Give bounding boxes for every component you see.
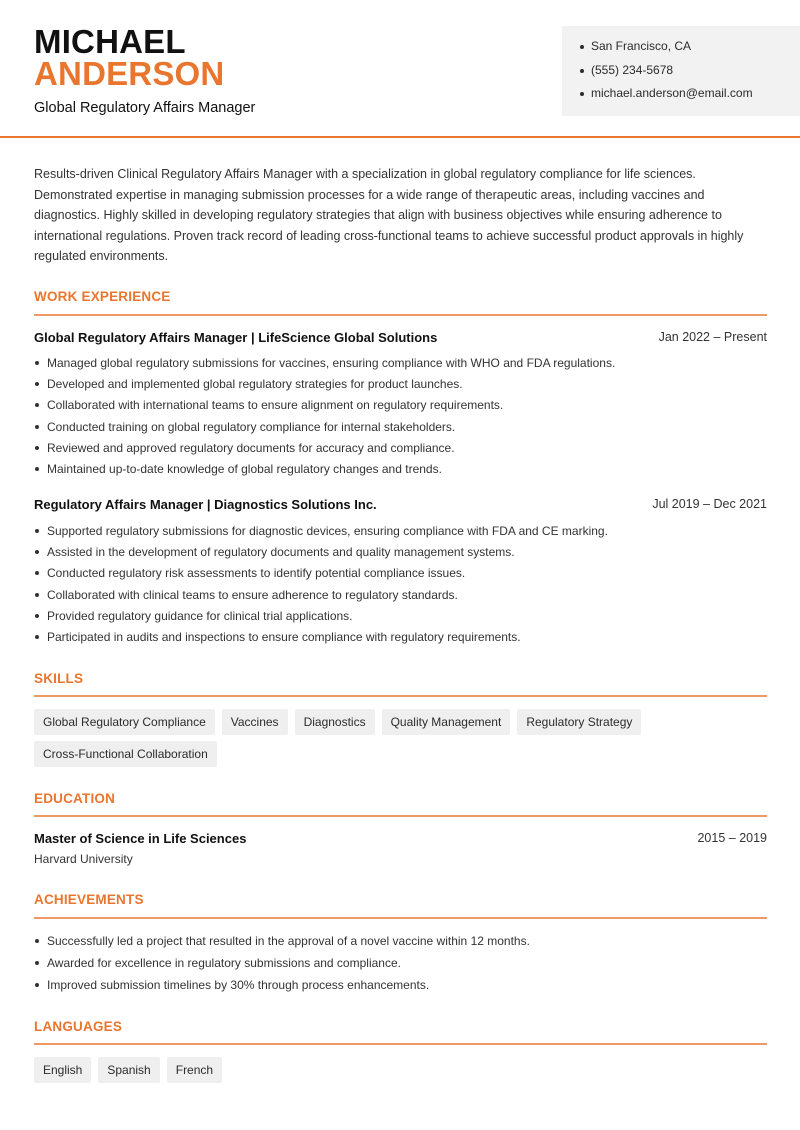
- section-title-work: WORK EXPERIENCE: [34, 289, 171, 304]
- skill-tag: Cross-Functional Collaboration: [34, 741, 217, 767]
- section-title-skills: SKILLS: [34, 671, 84, 686]
- first-name: MICHAEL: [34, 23, 186, 60]
- education-school: Harvard University: [34, 852, 133, 866]
- list-item: Collaborated with clinical teams to ensure adherence to regulatory standards.: [34, 587, 770, 608]
- contact-location: San Francisco, CA: [580, 38, 800, 62]
- list-item: Awarded for excellence in regulatory submissions and compliance.: [34, 955, 770, 977]
- list-item: Conducted training on global regulatory compliance for internal stakeholders.: [34, 419, 770, 440]
- job-date: Jul 2019 – Dec 2021: [652, 497, 767, 511]
- skill-tag: Regulatory Strategy: [517, 709, 641, 735]
- skill-tag: Global Regulatory Compliance: [34, 709, 215, 735]
- list-item: Improved submission timelines by 30% through process enhancements.: [34, 977, 770, 999]
- skill-tag: Quality Management: [382, 709, 511, 735]
- list-item: Provided regulatory guidance for clinical trial applications.: [34, 608, 770, 629]
- list-item: Reviewed and approved regulatory documents for accuracy and compliance.: [34, 440, 770, 461]
- job-bullets: [34, 355, 770, 482]
- achievement-bullets: [34, 933, 770, 999]
- education-date: 2015 – 2019: [697, 831, 767, 845]
- section-divider: [34, 314, 767, 316]
- list-item: Supported regulatory submissions for diagnostic devices, ensuring compliance with FDA and CE marking.: [34, 523, 770, 544]
- summary: Results-driven Clinical Regulatory Affairs Manager with a specialization in global regulatory compliance for life sciences. Demonstrated expertise in managing submission processes for a wide range of therapeutic areas, including vaccines and diagnostics. Highly skilled in developing regulatory strategies that align with business objectives while ensuring adherence to international regulations. Proven track record of leading cross-functional teams to achieve successful product approvals in highly regulated environments.: [34, 167, 744, 263]
- list-item: Managed global regulatory submissions for vaccines, ensuring compliance with WHO and FDA regulations.: [34, 355, 770, 376]
- section-divider: [34, 815, 767, 817]
- list-item: Successfully led a project that resulted in the approval of a novel vaccine within 12 months.: [34, 933, 770, 955]
- section-title-education: EDUCATION: [34, 791, 116, 806]
- language-tag: Spanish: [98, 1057, 159, 1083]
- last-name: ANDERSON: [34, 55, 225, 92]
- section-divider: [34, 1043, 767, 1045]
- list-item: Collaborated with international teams to ensure alignment on regulatory requirements.: [34, 397, 770, 418]
- list-item: Conducted regulatory risk assessments to identify potential compliance issues.: [34, 565, 770, 586]
- resume-header: [0, 0, 800, 138]
- contact-box: [562, 26, 800, 116]
- section-title-achievements: ACHIEVEMENTS: [34, 892, 144, 907]
- section-title-languages: LANGUAGES: [34, 1019, 123, 1034]
- section-divider: [34, 917, 767, 919]
- skill-tag: Diagnostics: [295, 709, 375, 735]
- contact-email: michael.anderson@email.com: [580, 85, 800, 109]
- job-date: Jan 2022 – Present: [658, 330, 767, 344]
- list-item: Assisted in the development of regulatory documents and quality management systems.: [34, 544, 770, 565]
- contact-phone: (555) 234-5678: [580, 62, 800, 86]
- job-title: Global Regulatory Affairs Manager | LifeScience Global Solutions: [34, 330, 438, 345]
- list-item: Participated in audits and inspections to ensure compliance with regulatory requirements.: [34, 629, 770, 650]
- job-role: Global Regulatory Affairs Manager: [34, 100, 256, 116]
- job-bullets: [34, 523, 770, 650]
- language-tag: English: [34, 1057, 91, 1083]
- language-tag: French: [167, 1057, 222, 1083]
- education-degree: Master of Science in Life Sciences: [34, 831, 247, 846]
- candidate-name: [34, 23, 225, 92]
- skill-tag: Vaccines: [222, 709, 288, 735]
- list-item: Developed and implemented global regulatory strategies for product launches.: [34, 376, 770, 397]
- section-divider: [34, 695, 767, 697]
- language-tags: [34, 1057, 774, 1083]
- list-item: Maintained up-to-date knowledge of global regulatory changes and trends.: [34, 461, 770, 482]
- job-title: Regulatory Affairs Manager | Diagnostics Solutions Inc.: [34, 497, 377, 512]
- skills-tags: [34, 709, 774, 767]
